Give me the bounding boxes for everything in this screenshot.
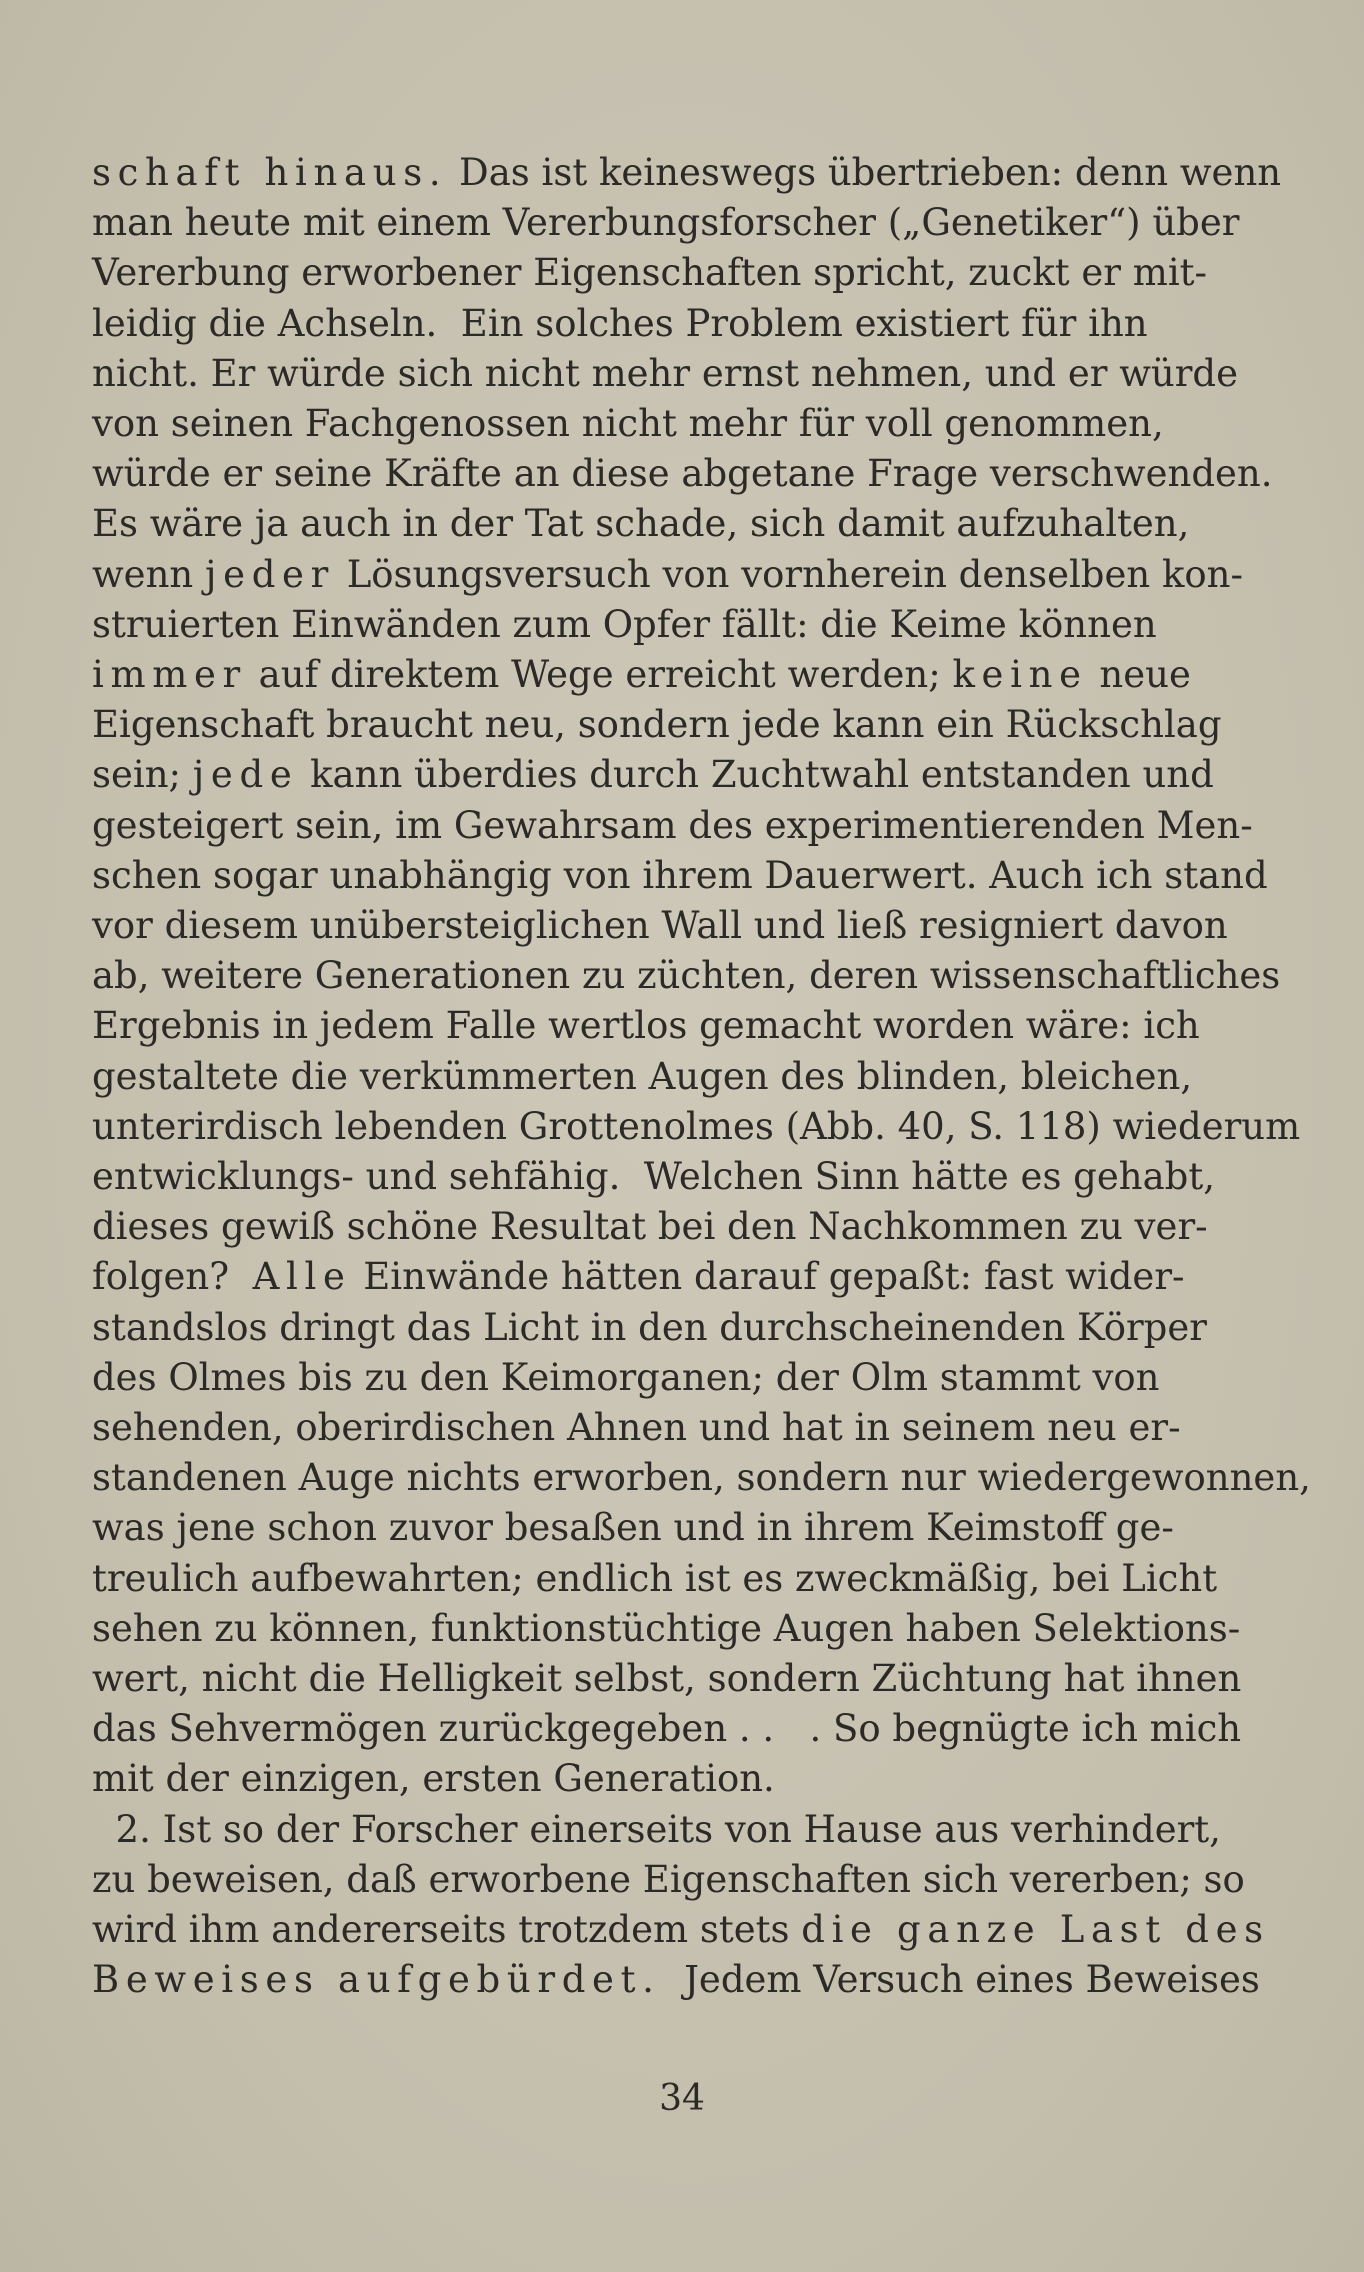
- spaced-emphasis-text: jede: [192, 753, 299, 797]
- text-line: [92, 700, 1222, 750]
- text-line: [92, 1353, 1159, 1403]
- text-line: [92, 1202, 1208, 1252]
- text-line: [92, 1654, 1241, 1704]
- text-segment: sein;: [92, 753, 193, 797]
- text-segment: des Olmes bis zu den Keimorganen; der Olm stammt von: [92, 1355, 1160, 1399]
- text-segment: dieses gewiß schöne Resultat bei den Nachkommen zu ver-: [92, 1205, 1208, 1249]
- text-segment: struierten Einwänden zum Opfer fällt: die Keime können: [92, 602, 1157, 646]
- text-segment: Jedem Versuch eines Beweises: [660, 1958, 1260, 2002]
- text-segment: mit der einzigen, ersten Generation.: [92, 1757, 775, 1801]
- text-line: [92, 1604, 1240, 1654]
- text-line: [92, 1503, 1174, 1553]
- text-line: [92, 248, 1207, 298]
- text-line: [92, 1855, 1245, 1905]
- text-segment: leidig die Achseln. Ein solches Problem existiert für ihn: [92, 301, 1148, 345]
- spaced-emphasis-text: jeder: [205, 552, 335, 596]
- spaced-emphasis-text: immer: [92, 653, 247, 696]
- text-line: [92, 650, 1191, 700]
- text-line: [92, 1754, 775, 1804]
- text-line: [92, 449, 1273, 499]
- text-segment: würde er seine Kräfte an diese abgetane Frage verschwenden.: [92, 452, 1273, 496]
- text-segment: 2. Ist so der Forscher einerseits von Hause aus verhindert,: [92, 1807, 1221, 1851]
- text-segment: Es wäre ja auch in der Tat schade, sich damit aufzuhalten,: [92, 502, 1190, 546]
- text-segment: standenen Auge nichts erworben, sondern nur wiedergewonnen,: [92, 1456, 1311, 1500]
- text-segment: wenn: [92, 552, 205, 596]
- text-line: [92, 1303, 1207, 1353]
- text-line: [92, 499, 1189, 549]
- text-line: [92, 299, 1148, 349]
- text-segment: von seinen Fachgenossen nicht mehr für voll genommen,: [92, 402, 1164, 445]
- text-segment: man heute mit einem Vererbungsforscher („Genetiker“) über: [92, 201, 1240, 245]
- text-line: [92, 1152, 1215, 1202]
- spaced-emphasis-text: keine: [952, 653, 1088, 696]
- text-segment: gestaltete die verkümmerten Augen des blinden, bleichen,: [92, 1054, 1193, 1098]
- text-segment: treulich aufbewahrten; endlich ist es zweckmäßig, bei Licht: [92, 1556, 1218, 1600]
- text-segment: was jene schon zuvor besaßen und in ihrem Keimstoff ge-: [92, 1506, 1174, 1550]
- text-line: [92, 349, 1238, 399]
- text-segment: vor diesem unübersteiglichen Wall und ließ resigniert davon: [92, 904, 1228, 947]
- text-line: [92, 1805, 1221, 1855]
- text-segment: zu beweisen, daß erworbene Eigenschaften sich vererben; so: [92, 1857, 1245, 1901]
- text-segment: sehen zu können, funktionstüchtige Augen haben Selektions-: [92, 1606, 1241, 1650]
- spaced-emphasis-text: schaft hinaus.: [92, 151, 448, 194]
- text-line: [92, 1052, 1192, 1102]
- text-line: [92, 600, 1157, 650]
- text-line: [92, 1453, 1311, 1503]
- text-segment: gesteigert sein, im Gewahrsam des experimentierenden Men-: [92, 803, 1253, 847]
- text-line: [92, 550, 1243, 600]
- text-segment: neue: [1087, 653, 1191, 696]
- text-segment: Vererbung erworbener Eigenschaften spricht, zuckt er mit-: [92, 251, 1208, 295]
- text-line: [92, 1001, 1200, 1051]
- text-line: [92, 901, 1228, 951]
- text-line: [92, 750, 1214, 800]
- text-segment: schen sogar unabhängig von ihrem Dauerwert. Auch ich stand: [92, 853, 1268, 897]
- text-line: [92, 1704, 1241, 1754]
- text-line: [92, 951, 1280, 1001]
- text-segment: nicht. Er würde sich nicht mehr ernst nehmen, und er würde: [92, 351, 1238, 395]
- text-segment: Ergebnis in jedem Falle wertlos gemacht worden wäre: ich: [92, 1004, 1200, 1048]
- spaced-emphasis-text: Alle: [252, 1255, 352, 1299]
- text-segment: ab, weitere Generationen zu züchten, deren wissenschaftliches: [92, 954, 1281, 998]
- text-segment: wert, nicht die Helligkeit selbst, sondern Züchtung hat ihnen: [92, 1657, 1242, 1700]
- text-segment: Einwände hätten darauf gepaßt: fast wider-: [351, 1255, 1185, 1299]
- text-segment: Eigenschaft braucht neu, sondern jede kann ein Rückschlag: [92, 703, 1222, 747]
- text-segment: Lösungsversuch von vornherein denselben kon-: [334, 552, 1244, 596]
- text-line: [92, 851, 1268, 901]
- text-segment: wird ihm andererseits trotzdem stets: [92, 1908, 802, 1951]
- text-segment: auf direktem Wege erreicht werden;: [246, 653, 953, 696]
- spaced-emphasis-text: die ganze Last des: [801, 1908, 1270, 1951]
- text-line: [92, 1955, 1260, 2005]
- text-line: [92, 399, 1164, 449]
- text-line: [92, 1102, 1300, 1152]
- text-segment: kann überdies durch Zuchtwahl entstanden und: [298, 753, 1214, 797]
- text-line: [92, 1252, 1185, 1302]
- text-line: [92, 1905, 1270, 1955]
- text-segment: standslos dringt das Licht in den durchscheinenden Körper: [92, 1305, 1207, 1349]
- text-line: [92, 801, 1253, 851]
- text-segment: Das ist keineswegs übertrieben: denn wenn: [447, 151, 1282, 194]
- text-line: [92, 1403, 1181, 1453]
- text-segment: das Sehvermögen zurückgegeben . . . So begnügte ich mich: [92, 1707, 1242, 1751]
- text-segment: unterirdisch lebenden Grottenolmes (Abb. 40, S. 118) wiederum: [92, 1104, 1301, 1148]
- text-line: [92, 148, 1281, 198]
- text-segment: sehenden, oberirdischen Ahnen und hat in seinem neu er-: [92, 1406, 1181, 1449]
- page-number: 34: [659, 2078, 705, 2119]
- text-segment: entwicklungs- und sehfähig. Welchen Sinn hätte es gehabt,: [92, 1155, 1215, 1198]
- text-line: [92, 198, 1239, 248]
- text-line: [92, 1554, 1217, 1604]
- spaced-emphasis-text: Beweises aufgebürdet.: [92, 1958, 661, 2002]
- text-segment: folgen?: [92, 1255, 253, 1299]
